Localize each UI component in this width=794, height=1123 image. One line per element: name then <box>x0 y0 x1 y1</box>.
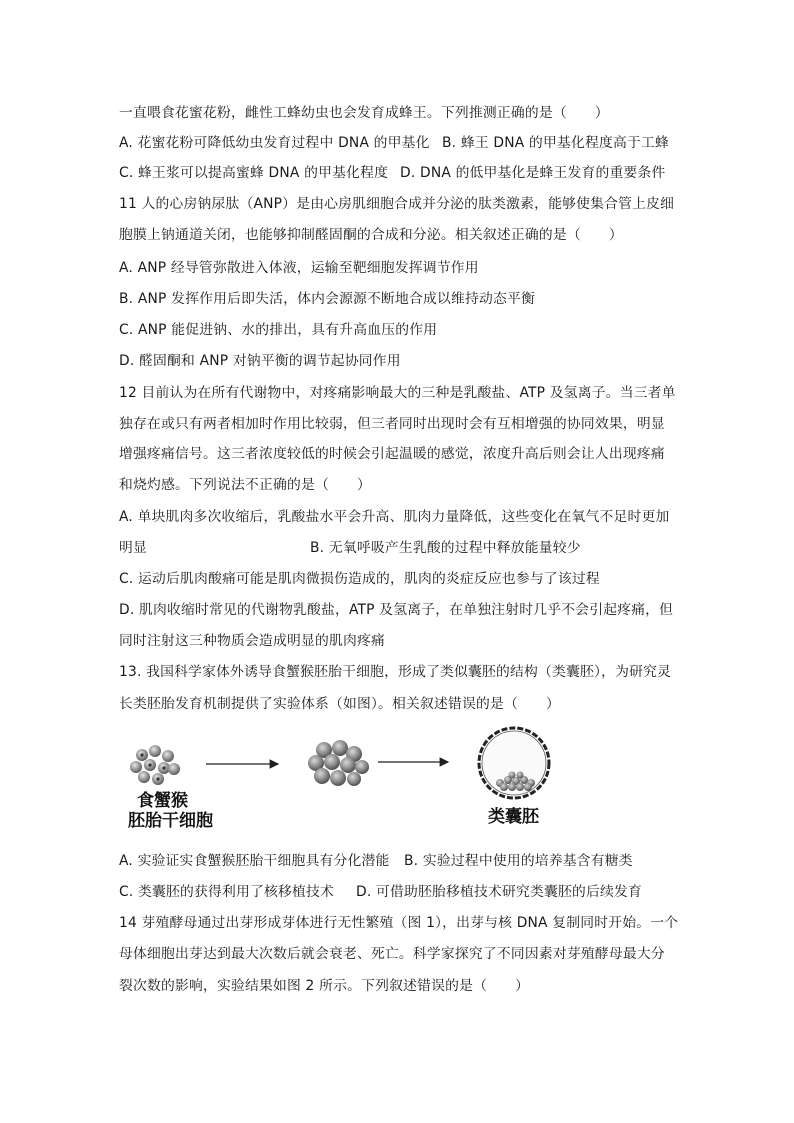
q10-stem: 一直喂食花蜜花粉，雌性工蜂幼虫也会发育成蜂王。下列推测正确的是（ ） <box>119 105 609 121</box>
q10-option-b: B. 蜂王 DNA 的甲基化程度高于工蜂 <box>442 135 669 151</box>
q12-option-a-line1: A. 单块肌肉多次收缩后，乳酸盐水平会升高、肌肉力量降低，这些变化在氧气不足时更加 <box>119 509 670 525</box>
q10-option-d: D. DNA 的低甲基化是蜂王发育的重要条件 <box>400 165 666 181</box>
q14-stem-line1: 14 芽殖酵母通过出芽形成芽体进行无性繁殖（图 1），出芽与核 DNA 复制同时开始。一个 <box>119 915 679 931</box>
q13-option-c: C. 类囊胚的获得利用了核移植技术 <box>119 884 334 900</box>
q12-stem-line3: 增强疼痛信号。这三者浓度较低的时候会引起温暖的感觉，浓度升高后则会让人出现疼痛 <box>119 446 665 462</box>
q12-stem-line2: 独存在或只有两者相加时作用比较弱，但三者同时出现时会有互相增强的协同效果，明显 <box>119 416 665 432</box>
cell-aggregate-icon <box>308 740 369 786</box>
q14-stem-line2: 母体细胞出芽达到最大次数后就会衰老、死亡。科学家探究了不同因素对芽殖酵母最大分 <box>119 946 665 962</box>
q12-option-d-line2: 同时注射这三种物质会造成明显的肌肉疼痛 <box>119 633 385 649</box>
q12-option-d-line1: D. 肌肉收缩时常见的代谢物乳酸盐，ATP 及氢离子，在单独注射时几乎不会引起疼痛，但 <box>119 602 674 618</box>
q14-stem-line3: 裂次数的影响，实验结果如图 2 所示。下列叙述错误的是（ ） <box>119 978 530 994</box>
q11-option-d: D. 醛固酮和 ANP 对钠平衡的调节起协同作用 <box>119 353 401 369</box>
stem-cells-icon <box>130 745 180 785</box>
q12-stem-line4: 和烧灼感。下列说法不正确的是（ ） <box>119 477 371 493</box>
q12-stem-line1: 12 目前认为在所有代谢物中，对疼痛影响最大的三种是乳酸盐、ATP 及氢离子。当三者单 <box>119 385 676 401</box>
q10-option-a: A. 花蜜花粉可降低幼虫发育过程中 DNA 的甲基化 <box>119 135 430 151</box>
q11-option-c: C. ANP 能促进钠、水的排出，具有升高血压的作用 <box>119 322 438 338</box>
q13-stem-line2: 长类胚胎发育机制提供了实验体系（如图）。相关叙述错误的是（ ） <box>119 696 560 712</box>
q12-option-a-line2: 明显 <box>119 540 147 556</box>
q13-stem-line1: 13. 我国科学家体外诱导食蟹猴胚胎干细胞，形成了类似囊胚的结构（类囊胚），为研究灵 <box>119 664 672 680</box>
q12-option-c: C. 运动后肌肉酸痛可能是肌肉微损伤造成的，肌肉的炎症反应也参与了该过程 <box>119 571 600 587</box>
q11-stem-line1: 11 人的心房钠尿肽（ANP）是由心房肌细胞合成并分泌的肽类激素，能够使集合管上皮细 <box>119 196 675 212</box>
q11-option-b: B. ANP 发挥作用后即失活，体内会源源不断地合成以维持动态平衡 <box>119 291 536 307</box>
q13-option-b: B. 实验过程中使用的培养基含有糖类 <box>404 853 633 869</box>
figure-label-stem-cells-line2: 胚胎干细胞 <box>128 811 213 831</box>
q13-option-a: A. 实验证实食蟹猴胚胎干细胞具有分化潜能 <box>119 853 390 869</box>
q10-option-c: C. 蜂王浆可以提高蜜蜂 DNA 的甲基化程度 <box>119 165 389 181</box>
blastoid-icon <box>479 728 549 798</box>
figure-label-stem-cells-line1: 食蟹猴 <box>137 791 188 811</box>
figure-label-blastoid: 类囊胚 <box>488 807 539 827</box>
q11-option-a: A. ANP 经导管弥散进入体液，运输至靶细胞发挥调节作用 <box>119 260 479 276</box>
q12-option-b: B. 无氧呼吸产生乳酸的过程中释放能量较少 <box>310 540 581 556</box>
q13-option-d: D. 可借助胚胎移植技术研究类囊胚的后续发育 <box>356 884 642 900</box>
q11-stem-line2: 胞膜上钠通道关闭，也能够抑制醛固酮的合成和分泌。相关叙述正确的是（ ） <box>119 227 623 243</box>
